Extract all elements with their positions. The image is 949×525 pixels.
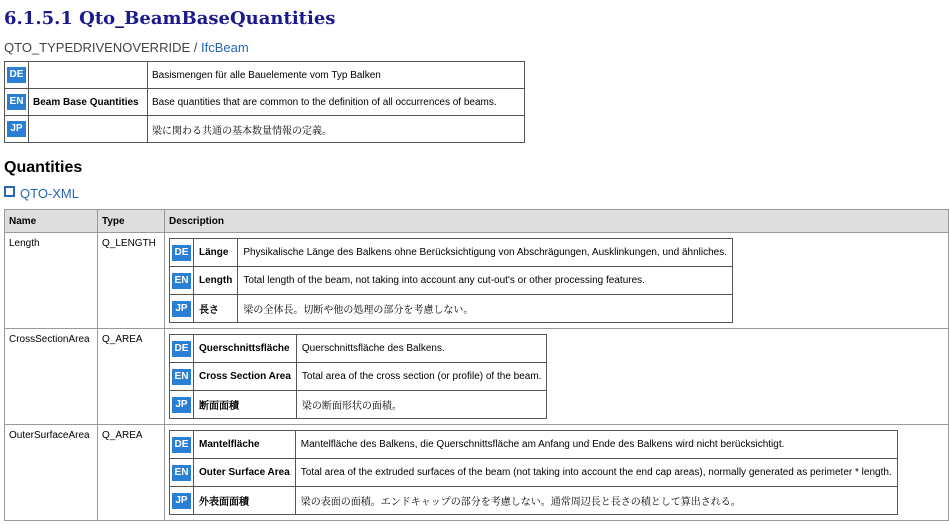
quantities-heading: Quantities: [4, 159, 83, 176]
flag-jp-icon: JP: [172, 493, 191, 509]
desc-cell: 梁に関わる共通の基本数量情報の定義。: [148, 116, 525, 143]
flag-en-icon: EN: [172, 465, 191, 481]
name-cell: Beam Base Quantities: [29, 89, 148, 116]
quantity-type: Q_LENGTH: [98, 233, 165, 329]
name-cell: Cross Section Area: [194, 363, 297, 391]
desc-cell: 梁の全体長。切断や他の処理の部分を考慮しない。: [238, 295, 733, 323]
name-cell: Outer Surface Area: [194, 459, 296, 487]
flag-de-icon: DE: [172, 245, 191, 261]
quantity-type: Q_AREA: [98, 425, 165, 521]
table-row: [170, 487, 898, 515]
table-row: [170, 295, 733, 323]
name-cell: [29, 62, 148, 89]
desc-cell: Mantelfläche des Balkens, die Querschnittsfläche am Anfang und Ende des Balkens wird nicht berücksichtigt.: [295, 431, 897, 459]
page-title: 6.1.5.1 Qto_BeamBaseQuantities: [4, 8, 336, 29]
name-cell: Länge: [194, 239, 238, 267]
table-row: [5, 116, 525, 143]
flag-de-icon: DE: [172, 341, 191, 357]
table-row: [170, 431, 898, 459]
flag-jp-icon: JP: [172, 397, 191, 413]
table-row: [5, 89, 525, 116]
quantities-table: [4, 209, 949, 521]
table-row: [5, 425, 949, 521]
name-cell: 長さ: [194, 295, 238, 323]
name-cell: [29, 116, 148, 143]
name-cell: 断面面積: [194, 391, 297, 419]
quantity-name: Length: [5, 233, 98, 329]
flag-de-icon: DE: [7, 67, 26, 83]
quantity-description-table: [169, 238, 733, 323]
desc-cell: Basismengen für alle Bauelemente vom Typ Balken: [148, 62, 525, 89]
table-row: [170, 459, 898, 487]
subtitle-prefix: QTO_TYPEDRIVENOVERRIDE /: [4, 40, 201, 55]
ifcbeam-link[interactable]: IfcBeam: [200, 40, 249, 55]
flag-jp-icon: JP: [7, 121, 26, 137]
table-row: [170, 239, 733, 267]
flag-jp-icon: JP: [172, 301, 191, 317]
desc-cell: Base quantities that are common to the definition of all occurrences of beams.: [148, 89, 525, 116]
description-table: [4, 61, 525, 143]
desc-cell: Total area of the extruded surfaces of the beam (not taking into account the end cap areas), normally generated as perimeter * length.: [295, 459, 897, 487]
table-row: [170, 391, 547, 419]
expand-square-icon[interactable]: [4, 186, 15, 197]
column-header-name: Name: [5, 210, 98, 233]
flag-en-icon: EN: [172, 369, 191, 385]
table-row: [170, 267, 733, 295]
table-row: [5, 62, 525, 89]
column-header-description: Description: [165, 210, 949, 233]
desc-cell: Physikalische Länge des Balkens ohne Berücksichtigung von Abschrägungen, Ausklinkungen, und ähnliches.: [238, 239, 733, 267]
desc-cell: 梁の表面の面積。エンドキャップの部分を考慮しない。通常周辺長と長さの積として算出される。: [295, 487, 897, 515]
table-header-row: [5, 210, 949, 233]
table-row: [5, 233, 949, 329]
name-cell: Length: [194, 267, 238, 295]
quantity-name: OuterSurfaceArea: [5, 425, 98, 521]
flag-en-icon: EN: [7, 94, 26, 110]
desc-cell: 梁の断面形状の面積。: [296, 391, 547, 419]
table-row: [170, 363, 547, 391]
name-cell: Mantelfläche: [194, 431, 296, 459]
table-row: [5, 329, 949, 425]
desc-cell: Total area of the cross section (or profile) of the beam.: [296, 363, 547, 391]
quantity-description-table: [169, 430, 898, 515]
flag-en-icon: EN: [172, 273, 191, 289]
quantity-description-table: [169, 334, 547, 419]
subtitle: [4, 40, 249, 55]
quantity-name: CrossSectionArea: [5, 329, 98, 425]
desc-cell: Querschnittsfläche des Balkens.: [296, 335, 547, 363]
name-cell: Querschnittsfläche: [194, 335, 297, 363]
qto-xml-link[interactable]: [4, 186, 79, 201]
qto-xml-label[interactable]: QTO-XML: [20, 186, 79, 201]
desc-cell: Total length of the beam, not taking into account any cut-out's or other processing features.: [238, 267, 733, 295]
table-row: [170, 335, 547, 363]
name-cell: 外表面面積: [194, 487, 296, 515]
column-header-type: Type: [98, 210, 165, 233]
quantity-type: Q_AREA: [98, 329, 165, 425]
flag-de-icon: DE: [172, 437, 191, 453]
